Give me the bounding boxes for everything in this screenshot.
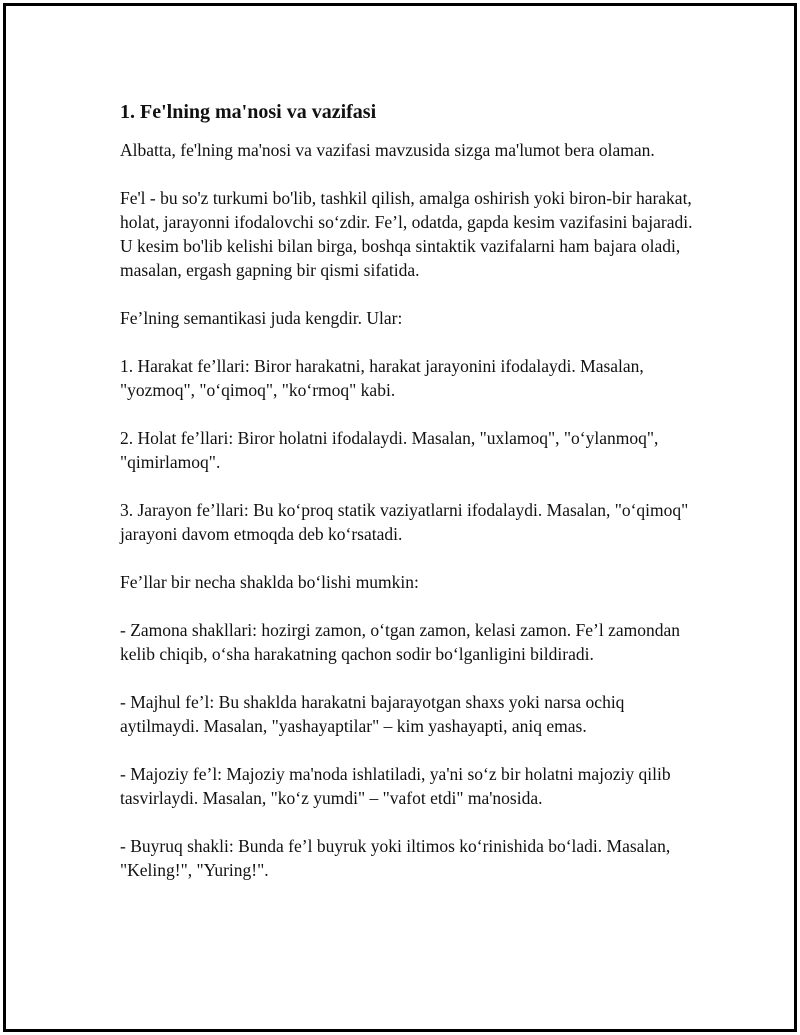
- paragraph-passive-verb: - Majhul fe’l: Bu shaklda harakatni bajarayotgan shaxs yoki narsa ochiq aytilmaydi. Masalan, "yashayaptilar" – kim yashayapti, aniq emas.: [120, 692, 625, 736]
- paragraph-figurative-verb: - Majoziy fe’l: Majoziy ma'noda ishlatiladi, ya'ni so‘z bir holatni majoziy qilib tasvirlaydi. Masalan, "ko‘z yumdi" – "vafot etdi" ma'nosida.: [120, 764, 671, 808]
- paragraph-semantics: Fe’lning semantikasi juda kengdir. Ular:: [120, 308, 403, 328]
- paragraph-forms-intro: Fe’llar bir necha shaklda bo‘lishi mumkin:: [120, 572, 419, 592]
- paragraph-process-verbs: 3. Jarayon fe’llari: Bu ko‘proq statik vaziyatlarni ifodalaydi. Masalan, "o‘qimoq" jarayoni davom etmoqda deb ko‘rsatadi.: [120, 500, 689, 544]
- document-page: [3, 3, 797, 1032]
- paragraph-imperative: - Buyruq shakli: Bunda fe’l buyruk yoki iltimos ko‘rinishida bo‘ladi. Masalan, "Keling!", "Yuring!".: [120, 836, 671, 880]
- paragraph-tense-forms: - Zamona shakllari: hozirgi zamon, o‘tgan zamon, kelasi zamon. Fe’l zamondan kelib chiqib, o‘sha harakatning qachon sodir bo‘lganligini bildiradi.: [120, 620, 680, 664]
- document-body: [120, 98, 700, 906]
- paragraph-action-verbs: 1. Harakat fe’llari: Biror harakatni, harakat jarayonini ifodalaydi. Masalan, "yozmoq", "o‘qimoq", "ko‘rmoq" kabi.: [120, 356, 644, 400]
- paragraph-definition: Fe'l - bu so'z turkumi bo'lib, tashkil qilish, amalga oshirish yoki biron-bir harakat, holat, jarayonni ifodalovchi so‘zdir. Fe’l, odatda, gapda kesim vazifasini bajaradi. U kesim bo'lib kelishi bilan birga, boshqa sintaktik vazifalarni ham bajara oladi, masalan, ergash gapning bir qismi sifatida.: [120, 188, 693, 280]
- paragraph-intro: Albatta, fe'lning ma'nosi va vazifasi mavzusida sizga ma'lumot bera olaman.: [120, 140, 655, 160]
- paragraph-state-verbs: 2. Holat fe’llari: Biror holatni ifodalaydi. Masalan, "uxlamoq", "o‘ylanmoq", "qimirlamoq".: [120, 428, 659, 472]
- section-heading: 1. Fe'lning ma'nosi va vazifasi: [120, 101, 377, 123]
